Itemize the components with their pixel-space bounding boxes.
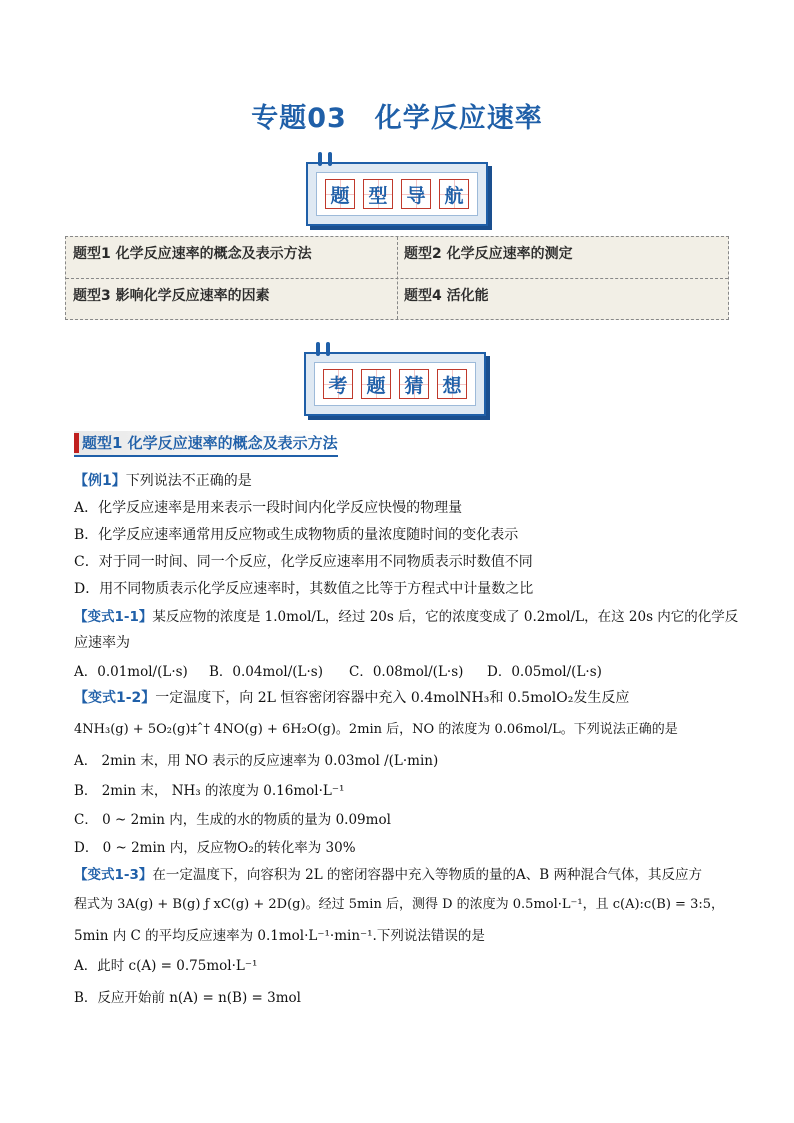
variant12-option-a: A． 2min 末，用 NO 表示的反应速率为 0.03mol /(L·min) (74, 753, 439, 769)
variant13-question-line2: 程式为 3A(g) + B(g) ƒ xC(g) + 2D(g)。经过 5min 后，测得 D 的浓度为 0.5mol·L⁻¹，且 c(A):c(B) = 3:5， (74, 897, 724, 912)
variant12-tag: 【变式1-2】 (74, 690, 156, 706)
variant13-option-b: B．反应开始前 n(A) = n(B) = 3mol (74, 990, 301, 1006)
variant13-tag: 【变式1-3】 (74, 867, 153, 883)
variant12-stem (74, 687, 629, 707)
variant12-equation-line: 4NH₃(g) + 5O₂(g)‡ˆ† 4NO(g) + 6H₂O(g)。2min 后，NO 的浓度为 0.06mol/L。下列说法正确的是 (74, 722, 678, 737)
section-heading-topic1: 题型1 化学反应速率的概念及表示方法 (74, 431, 338, 457)
example1-option-d: D．用不同物质表示化学反应速率时，其数值之比等于方程式中计量数之比 (74, 581, 534, 597)
variant11-option-a: A．0.01mol/(L·s) (74, 664, 188, 680)
page-title: 专题03 化学反应速率 (251, 103, 543, 134)
binder-rings-icon (316, 342, 330, 356)
example1-question: 下列说法不正确的是 (125, 473, 252, 489)
variant12-question-line1: 一定温度下，向 2L 恒容密闭容器中充入 0.4molNH₃和 0.5molO₂发生反应 (155, 690, 630, 706)
example1-option-c: C．对于同一时间、同一个反应，化学反应速率用不同物质表示时数值不同 (74, 554, 533, 570)
variant13-option-a: A．此时 c(A) = 0.75mol·L⁻¹ (74, 958, 258, 974)
topic-navigation-table (65, 236, 729, 320)
topic-link-2[interactable]: 题型2 化学反应速率的测定 (404, 246, 573, 262)
variant11-option-c: C．0.08mol/(L·s) (349, 664, 464, 680)
variant11-question-line2: 应速率为 (74, 635, 130, 651)
variant12-option-c: C． 0 ~ 2min 内，生成的水的物质的量为 0.09mol (74, 812, 391, 828)
variant13-stem (74, 863, 702, 883)
badge-char: 题 (361, 369, 391, 399)
badge-char: 题 (325, 179, 355, 209)
topic-link-3[interactable]: 题型3 影响化学反应速率的因素 (73, 288, 270, 304)
variant12-option-d: D． 0 ~ 2min 内，反应物O₂的转化率为 30% (74, 840, 356, 856)
variant13-question-line1: 在一定温度下，向容积为 2L 的密闭容器中充入等物质的量的A、B 两种混合气体，其反应方 (152, 867, 702, 883)
example1-option-b: B．化学反应速率通常用反应物或生成物物质的量浓度随时间的变化表示 (74, 527, 519, 543)
variant11-question-line1: 某反应物的浓度是 1.0mol/L，经过 20s 后，它的浓度变成了 0.2mol/L，在这 20s 内它的化学反 (152, 609, 739, 625)
example1-option-a: A．化学反应速率是用来表示一段时间内化学反应快慢的物理量 (74, 500, 463, 516)
topic-link-4[interactable]: 题型4 活化能 (404, 288, 489, 304)
variant11-stem (74, 605, 738, 625)
section-badge-navigation (306, 162, 488, 226)
variant13-question-line3: 5min 内 C 的平均反应速率为 0.1mol·L⁻¹·min⁻¹.下列说法错误的是 (74, 928, 485, 944)
example1-tag: 【例1】 (74, 473, 126, 489)
topic-link-1[interactable]: 题型1 化学反应速率的概念及表示方法 (73, 246, 312, 262)
badge-char: 考 (323, 369, 353, 399)
badge-char: 想 (437, 369, 467, 399)
variant12-option-b: B． 2min 末， NH₃ 的浓度为 0.16mol·L⁻¹ (74, 783, 345, 799)
example1-stem (74, 470, 252, 490)
badge-char: 猜 (399, 369, 429, 399)
binder-rings-icon (318, 152, 332, 166)
variant11-tag: 【变式1-1】 (74, 609, 153, 625)
badge-char: 导 (401, 179, 431, 209)
variant11-option-d: D．0.05mol/(L·s) (487, 664, 602, 680)
badge-char: 航 (439, 179, 469, 209)
section-badge-predictions (304, 352, 486, 416)
variant11-option-b: B．0.04mol/(L·s) (209, 664, 323, 680)
badge-char: 型 (363, 179, 393, 209)
